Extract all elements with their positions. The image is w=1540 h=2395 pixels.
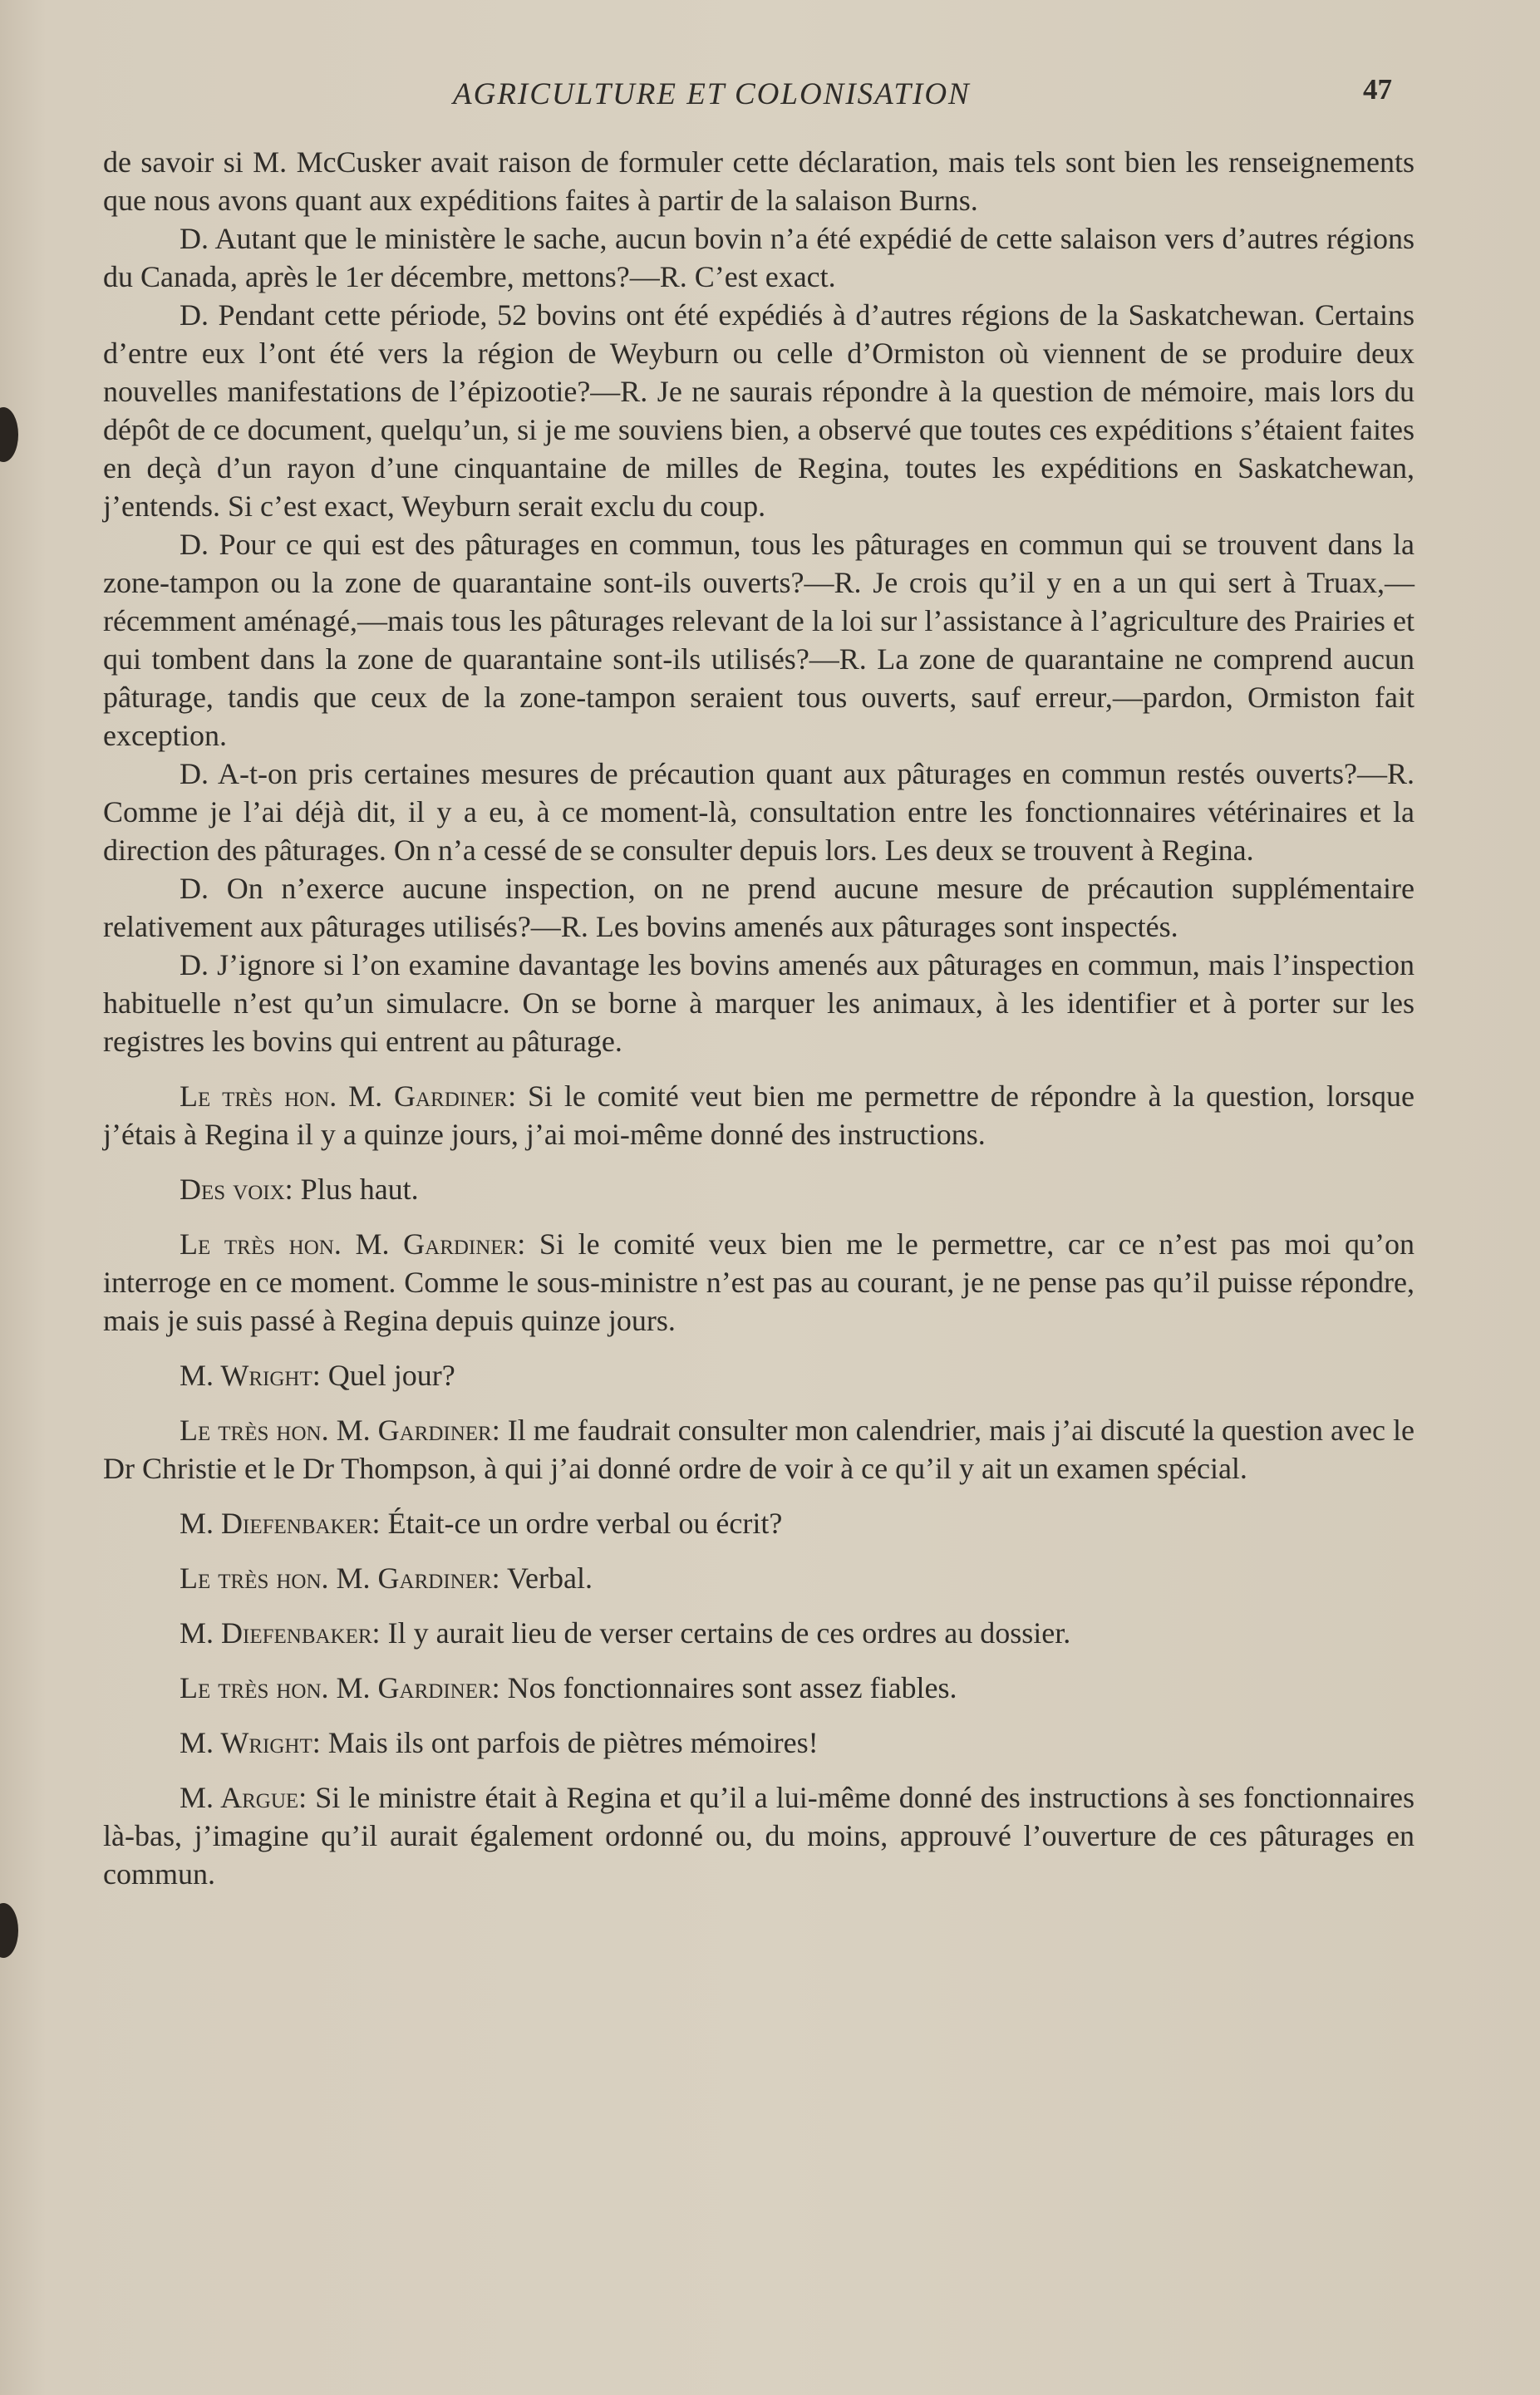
paragraph: [103, 869, 1415, 946]
speech-text: Verbal.: [507, 1561, 593, 1595]
speaker-name: Le très hon. M. Gardiner:: [180, 1561, 500, 1595]
speech-text: Si le ministre était à Regina et qu’il a lui-même donné des instructions à ses fonctionnaires là-bas, j’imagine qu’il aurait également ordonné ou, du moins, approuvé l’ouverture de ces pâturages en commun.: [103, 1781, 1415, 1891]
speech-text: Mais ils ont parfois de piètres mémoires!: [327, 1726, 819, 1759]
speech-text: Nos fonctionnaires sont assez fiables.: [507, 1671, 957, 1704]
speaker-name: M. Diefenbaker:: [180, 1507, 381, 1540]
paragraph-text: D. On n’exerce aucune inspection, on ne prend aucune mesure de précaution supplémentaire relativement aux pâturages utilisés?—R. Les bovins amenés aux pâturages sont inspectés.: [103, 872, 1415, 943]
speech-text: Quel jour?: [327, 1359, 455, 1392]
page-number: 47: [1363, 73, 1392, 106]
speech-paragraph: [103, 1170, 1415, 1208]
speech-paragraph: [103, 1077, 1415, 1153]
punch-hole-lower: [0, 1903, 18, 1958]
speech-text: Plus haut.: [300, 1173, 419, 1206]
paragraph-text: D. J’ignore si l’on examine davantage les bovins amenés aux pâturages en commun, mais l’inspection habituelle n’est qu’un simulacre. On se borne à marquer les animaux, à les identifier et à porter sur les registres les bovins qui entrent au pâturage.: [103, 948, 1415, 1058]
speaker-name: M. Diefenbaker:: [180, 1616, 381, 1650]
speech-paragraph: [103, 1559, 1415, 1597]
speech-paragraph: [103, 1225, 1415, 1340]
speech-text: Il me faudrait consulter mon calendrier, mais j’ai discuté la question avec le Dr Christie et le Dr Thompson, à qui j’ai donné ordre de voir à ce qu’il y ait un examen spécial.: [103, 1414, 1415, 1485]
paragraph: [103, 296, 1415, 525]
speech-paragraph: [103, 1669, 1415, 1707]
paragraph: [103, 946, 1415, 1060]
speaker-name: M. Argue:: [180, 1781, 308, 1814]
speaker-name: M. Wright:: [180, 1726, 321, 1759]
paragraph: [103, 143, 1415, 219]
speech-paragraph: [103, 1411, 1415, 1488]
speech-paragraph: [103, 1504, 1415, 1542]
speaker-name: Le très hon. M. Gardiner:: [180, 1227, 526, 1261]
paragraph-text: D. Autant que le ministère le sache, aucun bovin n’a été expédié de cette salaison vers d’autres régions du Canada, après le 1er décembre, mettons?—R. C’est exact.: [103, 222, 1415, 293]
running-title: AGRICULTURE ET COLONISATION: [453, 77, 971, 111]
speech-paragraph: [103, 1724, 1415, 1762]
speech-paragraph: [103, 1778, 1415, 1893]
paragraph-text: D. Pendant cette période, 52 bovins ont été expédiés à d’autres régions de la Saskatchewan. Certains d’entre eux l’ont été vers la région de Weyburn ou celle d’Ormiston où viennent de se produire deux nouvelles manifestations de l’épizootie?—R. Je ne saurais répondre à la question de mémoire, mais lors du dépôt de ce document, quelqu’un, si je me souviens bien, a observé que toutes ces expéditions s’étaient faites en deçà d’un rayon d’une cinquantaine de milles de Regina, toutes les expéditions en Saskatchewan, j’entends. Si c’est exact, Weyburn serait exclu du coup.: [103, 298, 1415, 523]
speech-text: Si le comité veux bien me le permettre, car ce n’est pas moi qu’on interroge en ce moment. Comme le sous-ministre n’est pas au courant, je ne pense pas qu’il puisse répondre, mais je suis passé à Regina depuis quinze jours.: [103, 1227, 1415, 1337]
speech-paragraph: [103, 1614, 1415, 1652]
speaker-name: Des voix:: [180, 1173, 293, 1206]
punch-hole-upper: [0, 407, 18, 462]
paragraph-text: D. Pour ce qui est des pâturages en commun, tous les pâturages en commun qui se trouvent dans la zone-tampon ou la zone de quarantaine sont-ils ouverts?—R. Je crois qu’il y en a un qui sert à Truax,—récemment aménagé,—mais tous les pâturages relevant de la loi sur l’assistance à l’agriculture des Prairies et qui tombent dans la zone de quarantaine sont-ils utilisés?—R. La zone de quarantaine ne comprend aucun pâturage, tandis que ceux de la zone-tampon seraient tous ouverts, sauf erreur,—pardon, Ormiston fait exception.: [103, 528, 1415, 752]
paragraph: [103, 219, 1415, 296]
speaker-name: Le très hon. M. Gardiner:: [180, 1414, 500, 1447]
paragraph-text: D. A-t-on pris certaines mesures de précaution quant aux pâturages en commun restés ouverts?—R. Comme je l’ai déjà dit, il y a eu, à ce moment-là, consultation entre les fonctionnaires vétérinaires et la direction des pâturages. On n’a cessé de se consulter depuis lors. Les deux se trouvent à Regina.: [103, 757, 1415, 867]
paragraph: [103, 525, 1415, 755]
paragraph: [103, 755, 1415, 869]
paragraph-text: de savoir si M. McCusker avait raison de formuler cette déclaration, mais tels sont bien les renseignements que nous avons quant aux expéditions faites à partir de la salaison Burns.: [103, 145, 1415, 217]
page-body: [103, 143, 1415, 1893]
speech-paragraph: [103, 1356, 1415, 1394]
speech-text: Il y aurait lieu de verser certains de ces ordres au dossier.: [387, 1616, 1071, 1650]
page-header: [0, 73, 1540, 123]
speaker-name: Le très hon. M. Gardiner:: [180, 1671, 500, 1704]
speech-text: Était-ce un ordre verbal ou écrit?: [387, 1507, 783, 1540]
speaker-name: Le très hon. M. Gardiner:: [180, 1079, 517, 1113]
speaker-name: M. Wright:: [180, 1359, 321, 1392]
speech-text: Si le comité veut bien me permettre de répondre à la question, lorsque j’étais à Regina il y a quinze jours, j’ai moi-même donné des instructions.: [103, 1079, 1415, 1151]
